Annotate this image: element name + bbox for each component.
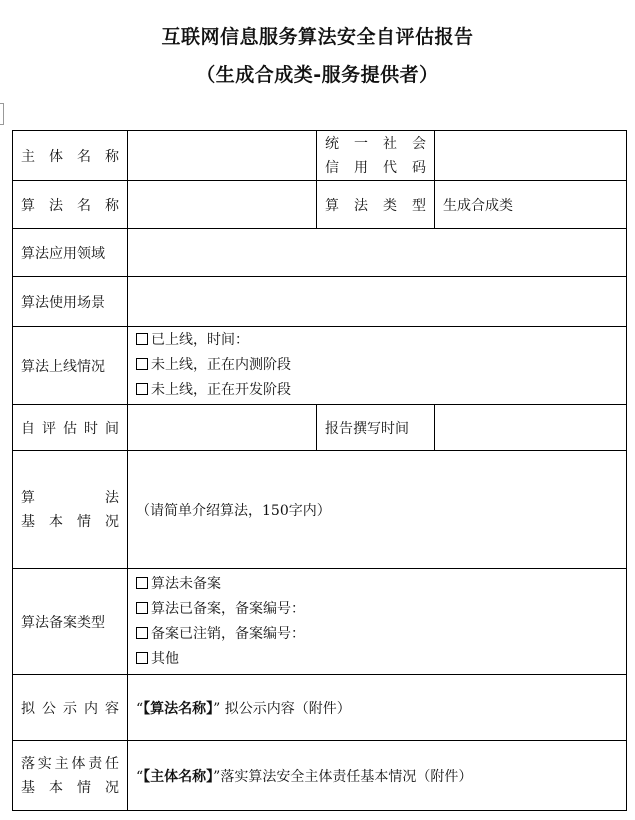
filing-option-cancelled[interactable]: 备案已注销，备案编号：: [136, 622, 618, 647]
text-cursor-marker: [0, 103, 4, 125]
application-field-field[interactable]: [128, 229, 627, 277]
self-eval-time-field[interactable]: [128, 405, 317, 451]
checkbox-icon[interactable]: [136, 652, 148, 664]
launch-option-internal-test[interactable]: 未上线，正在内测阶段: [136, 353, 618, 378]
document-subtitle: （生成合成类-服务提供者）: [196, 64, 439, 86]
subject-name-field[interactable]: [128, 131, 317, 181]
responsibility-field[interactable]: “【主体名称】”落实算法安全主体责任基本情况（附件）: [128, 741, 627, 811]
credit-code-label: 统一社会 信用代码: [317, 131, 435, 181]
algorithm-type-value[interactable]: 生成合成类: [435, 181, 627, 229]
algorithm-name-placeholder: 【算法名称】: [143, 700, 214, 717]
basic-info-placeholder: （请简单介绍算法，150字内）: [136, 502, 331, 519]
usage-scenario-label: 算法使用场景: [13, 277, 128, 327]
algorithm-name-label: 算法名称: [13, 181, 128, 229]
subject-name-placeholder: 【主体名称】: [143, 768, 214, 785]
filing-option-not-filed[interactable]: 算法未备案: [136, 572, 618, 597]
report-write-time-label: 报告撰写时间: [317, 405, 435, 451]
public-content-label: 拟公示内容: [13, 675, 128, 741]
basic-info-label: 算法 基本情况: [13, 451, 128, 569]
responsibility-label: 落实主体责任 基本情况: [13, 741, 128, 811]
algorithm-type-label: 算法类型: [317, 181, 435, 229]
filing-type-label: 算法备案类型: [13, 569, 128, 675]
launch-option-launched[interactable]: 已上线，时间：: [136, 328, 618, 353]
application-field-label: 算法应用领域: [13, 229, 128, 277]
filing-type-options: [128, 569, 627, 675]
launch-option-development[interactable]: 未上线，正在开发阶段: [136, 378, 618, 403]
credit-code-field[interactable]: [435, 131, 627, 181]
algorithm-name-field[interactable]: [128, 181, 317, 229]
filing-option-other[interactable]: 其他: [136, 647, 618, 672]
report-write-time-field[interactable]: [435, 405, 627, 451]
basic-info-field[interactable]: [128, 451, 627, 569]
assessment-form-table: [12, 130, 627, 811]
subject-name-label: 主体名称: [13, 131, 128, 181]
checkbox-icon[interactable]: [136, 602, 148, 614]
self-eval-time-label: 自评估时间: [13, 405, 128, 451]
checkbox-icon[interactable]: [136, 383, 148, 395]
checkbox-icon[interactable]: [136, 627, 148, 639]
public-content-field[interactable]: “【算法名称】” 拟公示内容（附件）: [128, 675, 627, 741]
usage-scenario-field[interactable]: [128, 277, 627, 327]
launch-status-options: [128, 327, 627, 405]
checkbox-icon[interactable]: [136, 333, 148, 345]
document-title: 互联网信息服务算法安全自评估报告: [161, 26, 474, 48]
filing-option-filed[interactable]: 算法已备案，备案编号：: [136, 597, 618, 622]
checkbox-icon[interactable]: [136, 358, 148, 370]
checkbox-icon[interactable]: [136, 577, 148, 589]
launch-status-label: 算法上线情况: [13, 327, 128, 405]
